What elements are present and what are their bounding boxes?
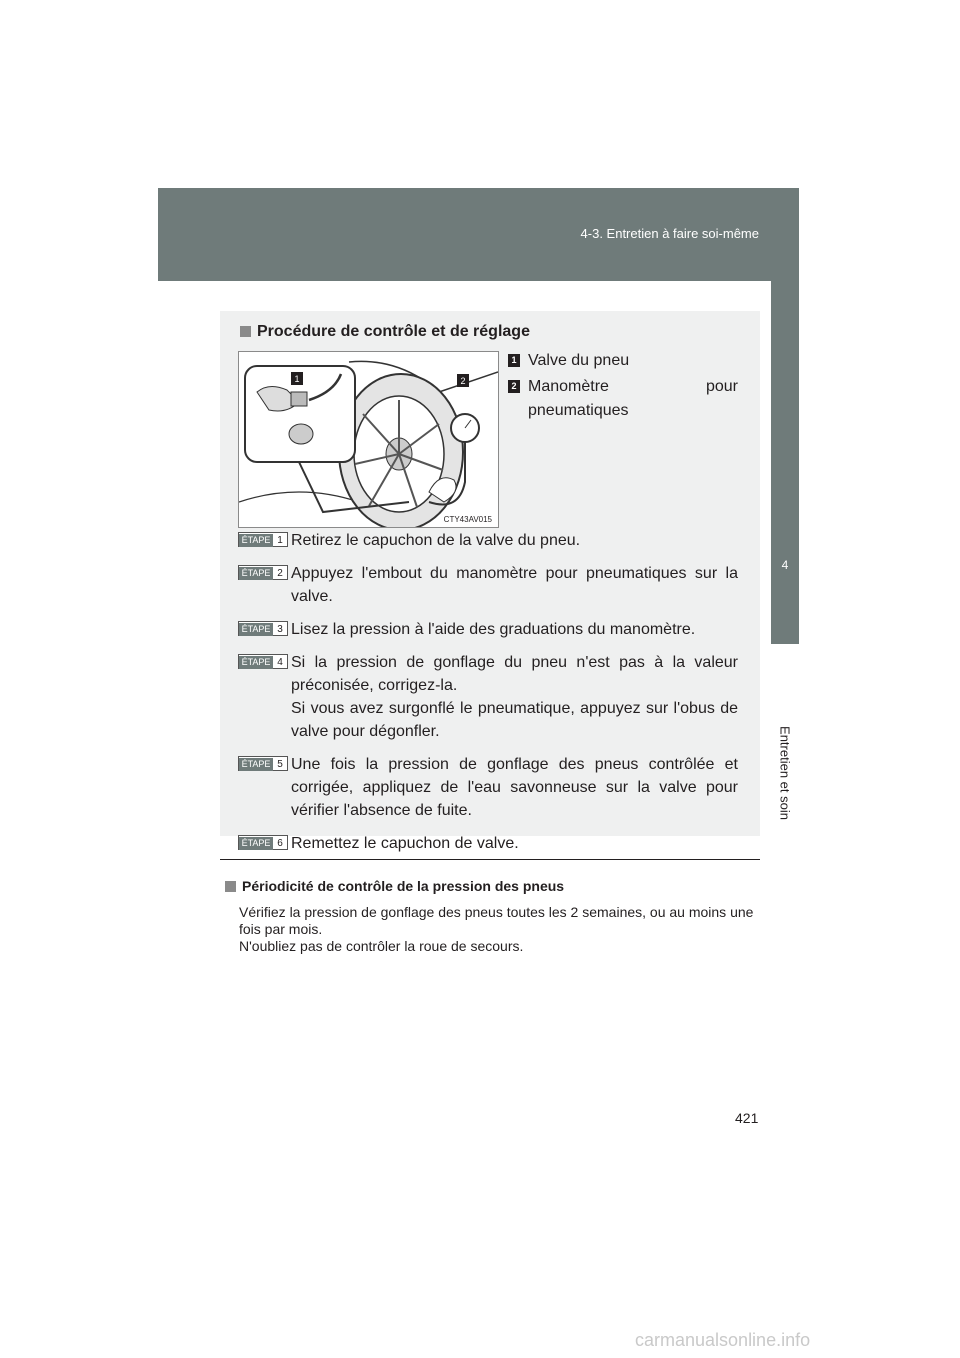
- section-title: 4-3. Entretien à faire soi-même: [580, 226, 759, 241]
- step-text: Lisez la pression à l'aide des graduations du manomètre.: [291, 621, 696, 638]
- step-text: Une fois la pression de gonflage des pneus contrôlée et corrigée, appliquez de l'eau savonneuse sur la valve pour vérifier l'absence de fuite.: [291, 756, 738, 819]
- step-badge: [238, 654, 288, 669]
- step-item: [238, 529, 738, 552]
- legend-item: [508, 375, 738, 423]
- step-badge-label: ÉTAPE: [239, 567, 273, 580]
- step-badge-label: ÉTAPE: [239, 758, 273, 771]
- illustration-code: CTY43AV015: [443, 515, 492, 524]
- step-number: 1: [277, 535, 283, 546]
- procedure-heading: [240, 323, 530, 341]
- square-bullet-icon: [240, 326, 251, 337]
- legend-item: [508, 349, 738, 373]
- step-badge-label: ÉTAPE: [239, 656, 273, 669]
- step-badge: [238, 621, 288, 636]
- square-bullet-icon: [225, 881, 236, 892]
- legend-text: Valve du pneu: [528, 352, 630, 369]
- page-number: 421: [735, 1110, 759, 1126]
- note-heading-text: Périodicité de contrôle de la pression des pneus: [242, 878, 565, 894]
- legend-badge: 1: [508, 354, 520, 367]
- step-text: Remettez le capuchon de valve.: [291, 835, 519, 852]
- step-badge: [238, 532, 288, 547]
- legend-badge: 2: [508, 380, 520, 393]
- step-item: [238, 618, 738, 641]
- legend-text: pneumatiques: [528, 402, 629, 419]
- chapter-label: [771, 718, 799, 828]
- step-text: Appuyez l'embout du manomètre pour pneumatiques sur la valve.: [291, 565, 738, 605]
- procedure-panel: [220, 311, 760, 852]
- step-list: [238, 529, 738, 865]
- step-number: 4: [277, 657, 283, 668]
- step-item: [238, 753, 738, 822]
- step-item: [238, 832, 738, 855]
- note-line: N'oubliez pas de contrôler la roue de secours.: [239, 938, 524, 954]
- step-text: Retirez le capuchon de la valve du pneu.: [291, 532, 581, 549]
- procedure-heading-text: Procédure de contrôle et de réglage: [257, 323, 530, 340]
- step-item: [238, 651, 738, 743]
- step-number: 3: [277, 624, 283, 635]
- tire-gauge-illustration: [238, 351, 499, 528]
- note-body: [239, 904, 755, 955]
- step-badge-label: ÉTAPE: [239, 837, 273, 850]
- step-badge: [238, 756, 288, 771]
- inspection-note: [225, 878, 755, 955]
- step-number: 2: [277, 568, 283, 579]
- tire-gauge-drawing: [239, 352, 498, 527]
- note-heading: [225, 878, 755, 894]
- step-badge: [238, 835, 288, 850]
- svg-text:1: 1: [294, 374, 300, 384]
- step-badge-label: ÉTAPE: [239, 623, 273, 636]
- note-line: Vérifiez la pression de gonflage des pneus toutes les 2 semaines, ou au moins une fois par mois.: [239, 904, 754, 937]
- step-number: 6: [277, 838, 283, 849]
- chapter-number: 4: [781, 558, 789, 572]
- step-text-extra: Si vous avez surgonflé le pneumatique, appuyez sur l'obus de valve pour dégonfler.: [291, 700, 738, 740]
- svg-text:2: 2: [460, 376, 466, 386]
- legend-text: Manomètre pour: [528, 378, 738, 395]
- step-text: Si la pression de gonflage du pneu n'est pas à la valeur préconisée, corrigez-la.: [291, 654, 738, 694]
- step-badge: [238, 565, 288, 580]
- step-badge-label: ÉTAPE: [239, 534, 273, 547]
- step-item: [238, 562, 738, 608]
- illustration-legend: [508, 349, 738, 425]
- section-divider: [220, 859, 760, 860]
- header-band: [158, 188, 799, 281]
- chapter-label-text: Entretien et soin: [777, 726, 793, 820]
- step-number: 5: [277, 759, 283, 770]
- watermark: carmanualsonline.info: [635, 1330, 811, 1350]
